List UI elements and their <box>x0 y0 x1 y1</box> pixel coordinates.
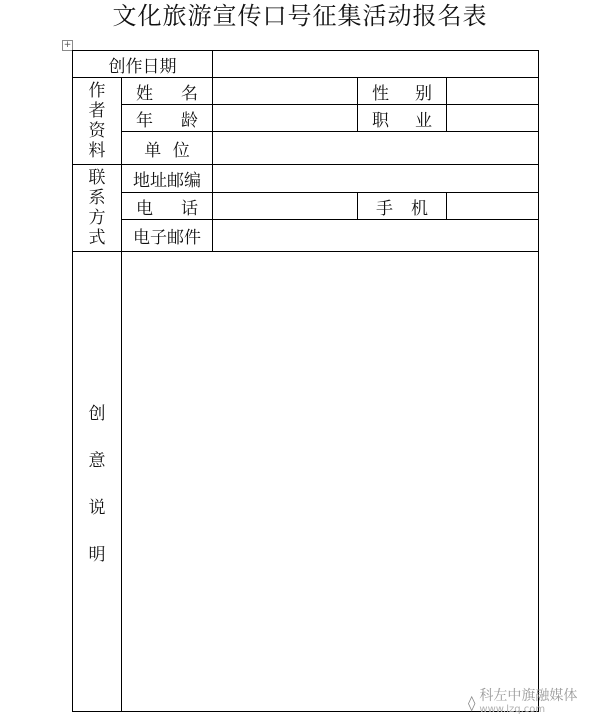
mobile-label-char: 机 <box>411 198 428 219</box>
idea-description-field[interactable] <box>122 252 538 711</box>
unit-field[interactable] <box>213 132 538 164</box>
name-field[interactable] <box>213 78 357 104</box>
phone-label-char: 电 <box>136 198 153 219</box>
mobile-field[interactable] <box>447 193 538 219</box>
unit-label: 单 位 <box>144 140 190 161</box>
contact-info-char: 系 <box>88 188 106 208</box>
author-info-char: 料 <box>88 141 106 161</box>
occupation-label-char: 职 <box>372 110 389 131</box>
mobile-label-char: 手 <box>376 198 393 219</box>
gender-field[interactable] <box>447 78 538 104</box>
author-info-char: 作 <box>88 81 106 101</box>
author-info-char: 者 <box>88 101 106 121</box>
creation-date-field[interactable] <box>213 51 538 77</box>
author-info-group-label <box>73 78 121 164</box>
idea-label-char: 创 <box>88 403 106 424</box>
phone-label-char: 话 <box>181 198 198 219</box>
watermark-text: 科左中旗融媒体 <box>479 688 578 704</box>
gender-label-char: 别 <box>415 83 432 104</box>
gender-label-char: 性 <box>372 83 389 104</box>
name-label-char: 名 <box>181 83 198 104</box>
creation-date-label: 创作日期 <box>108 56 177 77</box>
idea-label-char: 明 <box>88 544 106 565</box>
form-title: 文化旅游宣传口号征集活动报名表 <box>112 2 488 30</box>
occupation-field[interactable] <box>447 105 538 131</box>
age-label <box>122 105 212 131</box>
phone-label <box>122 193 212 219</box>
idea-label-char: 意 <box>88 450 106 471</box>
occupation-label <box>358 105 446 131</box>
contact-info-char: 式 <box>88 228 106 248</box>
contact-info-char: 联 <box>88 168 106 188</box>
gender-label <box>358 78 446 104</box>
age-label-char: 龄 <box>181 110 198 131</box>
watermark-url: www.lzq.com <box>479 704 546 715</box>
contact-info-char: 方 <box>88 208 106 228</box>
name-label-char: 姓 <box>136 83 153 104</box>
idea-label-char: 说 <box>88 497 106 518</box>
age-field[interactable] <box>213 105 357 131</box>
email-label: 电子邮件 <box>133 228 201 248</box>
postal-address-field[interactable] <box>213 165 538 192</box>
email-field[interactable] <box>213 220 538 251</box>
name-label <box>122 78 212 104</box>
table-move-handle-icon[interactable]: + <box>63 40 72 50</box>
idea-description-label <box>73 252 121 711</box>
author-info-char: 资 <box>88 121 106 141</box>
wechat-logo-icon: ◊ <box>468 694 476 712</box>
phone-field[interactable] <box>213 193 357 219</box>
table-border-right <box>538 50 539 712</box>
postal-address-label: 地址邮编 <box>133 171 201 191</box>
age-label-char: 年 <box>136 110 153 131</box>
watermark <box>468 688 600 718</box>
occupation-label-char: 业 <box>415 110 432 131</box>
contact-info-group-label <box>73 165 121 251</box>
mobile-label <box>358 193 446 219</box>
